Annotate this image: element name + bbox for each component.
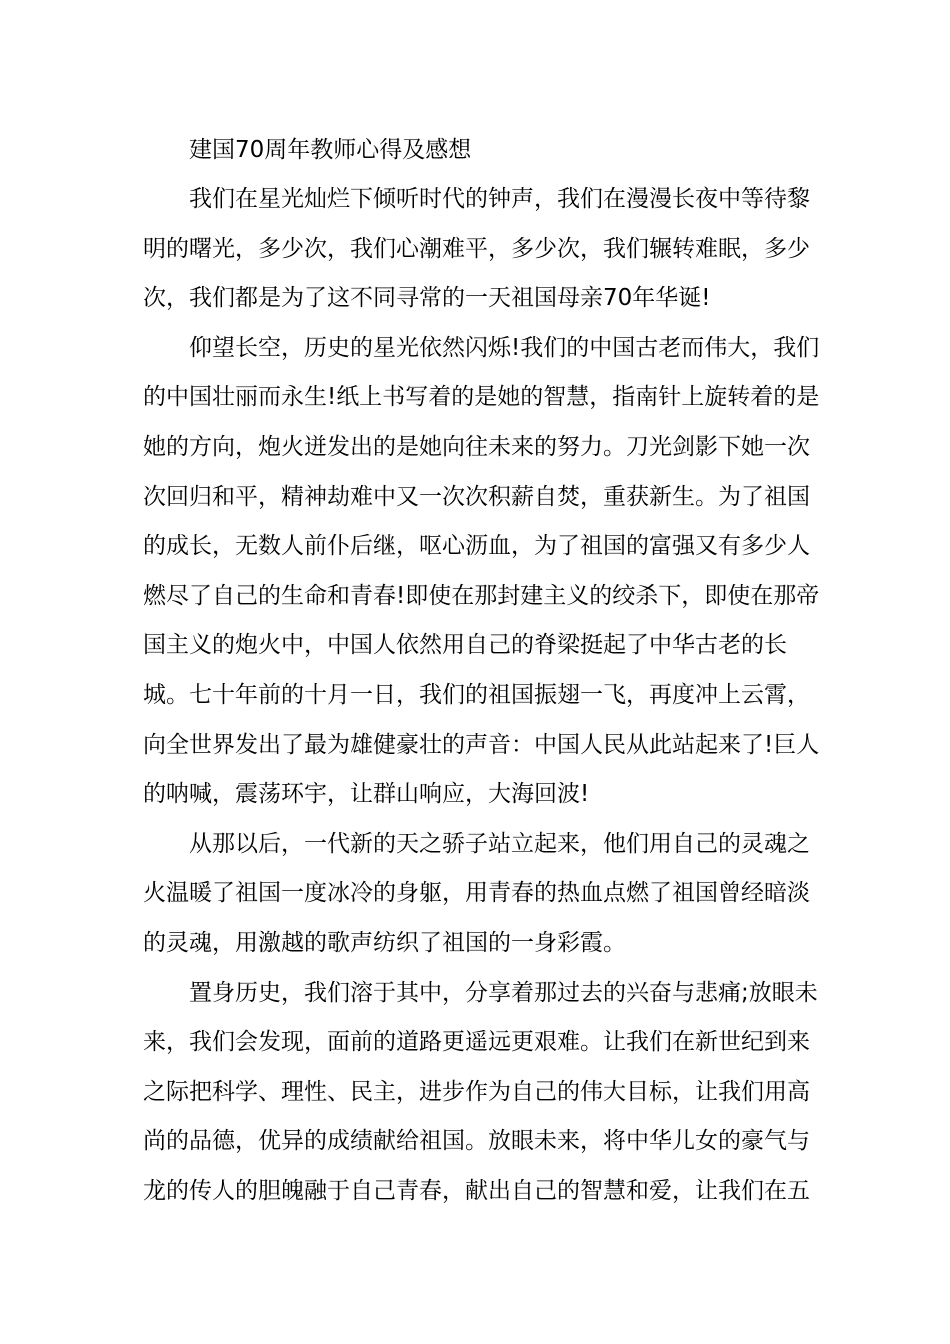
- document-title: 建国70周年教师心得及感想: [189, 137, 472, 163]
- paragraph-3: 从那以后，一代新的天之骄子站立起来，他们用自己的灵魂之火温暖了祖国一度冰冷的身躯，用青春的热血点燃了祖国曾经暗淡的灵魂，用激越的歌声纺织了祖国的一身彩霞。: [143, 830, 810, 956]
- paragraph-2: 仰望长空，历史的星光依然闪烁!我们的中国古老而伟大，我们的中国壮丽而永生!纸上书写着的是她的智慧，指南针上旋转着的是她的方向，炮火迸发出的是她向往未来的努力。刀光剑影下她一次次回归和平，精神劫难中又一次次积薪自焚，重获新生。为了祖国的成长，无数人前仆后继，呕心沥血，为了祖国的富强又有多少人燃尽了自己的生命和青春!即使在那封建主义的绞杀下，即使在那帝国主义的炮火中，中国人依然用自己的脊梁挺起了中华古老的长城。七十年前的十月一日，我们的祖国振翅一飞，再度冲上云霄，向全世界发出了最为雄健豪壮的声音：中国人民从此站起来了!巨人的呐喊，震荡环宇，让群山响应，大海回波!: [143, 334, 820, 808]
- document-body: [143, 125, 823, 1216]
- paragraph-4: 置身历史，我们溶于其中，分享着那过去的兴奋与悲痛;放眼未来，我们会发现，面前的道路更遥远更艰难。让我们在新世纪到来之际把科学、理性、民主，进步作为自己的伟大目标，让我们用高尚的品德，优异的成绩献给祖国。放眼未来，将中华儿女的豪气与龙的传人的胆魄融于自己青春，献出自己的智慧和爱，让我们在五: [143, 979, 818, 1204]
- paragraph-1: 我们在星光灿烂下倾听时代的钟声，我们在漫漫长夜中等待黎明的曙光，多少次，我们心潮难平，多少次，我们辗转难眠，多少次，我们都是为了这不同寻常的一天祖国母亲70年华诞!: [143, 186, 810, 312]
